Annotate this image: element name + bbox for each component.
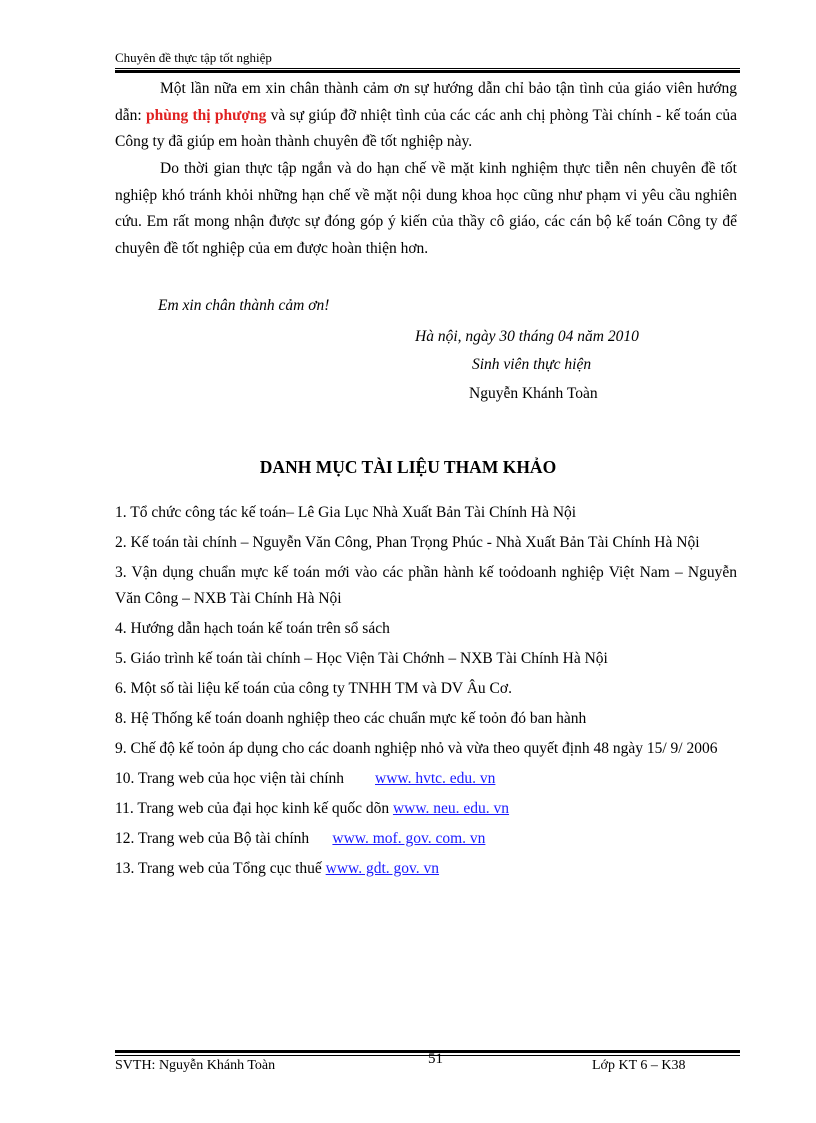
reference-item: 4. Hướng dẫn hạch toán kế toán trên sổ sách — [115, 620, 390, 637]
signature-date: Hà nội, ngày 30 tháng 04 năm 2010 — [415, 328, 639, 345]
header-rule-thick — [115, 70, 740, 73]
reference-item: 8. Hệ Thống kế toán doanh nghiệp theo các chuẩn mực kế toỏn đó ban hành — [115, 710, 587, 727]
reference-item: 5. Giáo trình kế toán tài chính – Học Viện Tài Chớnh – NXB Tài Chính Hà Nội — [115, 650, 608, 667]
signature-role: Sinh viên thực hiện — [472, 356, 592, 373]
thanks-line: Em xin chân thành cảm ơn! — [158, 297, 330, 314]
reference-link[interactable]: www. hvtc. edu. vn — [375, 770, 496, 787]
reference-item: 3. Vận dụng chuẩn mực kế toán mới vào các phần hành kế toỏdoanh nghiệp Việt Nam – Nguyễn Văn Công – NXB Tài Chính Hà Nội — [115, 564, 737, 607]
reference-link[interactable]: www. gdt. gov. vn — [325, 860, 440, 877]
reference-item: 11. Trang web của đại học kinh kế quốc dõn www. neu. edu. vn — [115, 800, 510, 817]
footer-class: Lớp KT 6 – K38 — [592, 1058, 686, 1073]
page-number: 51 — [428, 1051, 443, 1067]
reference-item: 1. Tổ chức công tác kế toán– Lê Gia Lục Nhà Xuất Bản Tài Chính Hà Nội — [115, 504, 577, 521]
footer-student: SVTH: Nguyễn Khánh Toàn — [115, 1058, 276, 1073]
reference-item: 9. Chế độ kế toỏn áp dụng cho các doanh nghiệp nhỏ và vừa theo quyết định 48 ngày 15/ 9/ 2006 — [115, 740, 718, 757]
signature-name: Nguyễn Khánh Toàn — [469, 385, 598, 402]
references-title: DANH MỤC TÀI LIỆU THAM KHẢO — [259, 457, 557, 477]
reference-item: 6. Một số tài liệu kế toán của công ty TNHH TM và DV Âu Cơ. — [115, 680, 512, 697]
reference-item: 13. Trang web của Tổng cục thuế www. gdt. gov. vn — [115, 860, 440, 877]
reference-item: 2. Kế toán tài chính – Nguyễn Văn Công, Phan Trọng Phúc - Nhà Xuất Bản Tài Chính Hà Nội — [115, 534, 700, 551]
reference-link[interactable]: www. neu. edu. vn — [392, 800, 510, 817]
p1-text-before: Một lần nữa em xin chân thành cảm ơn sự hướng dẫn chỉ bảo tận tình của giáo viên hướng dẫn: — [115, 80, 737, 124]
references-list — [115, 500, 737, 886]
supervisor-name: phùng thị phượng — [145, 106, 267, 124]
reference-link[interactable]: www. mof. gov. com. vn — [332, 830, 486, 847]
reference-item: 10. Trang web của học viện tài chính www. hvtc. edu. vn — [115, 770, 496, 787]
p1-text-after: và sự giúp đỡ nhiệt tình của các các anh chị phòng Tài chính - kế toán của Công ty đã giúp em hoàn thành chuyên đề tốt nghiệp này. — [115, 106, 737, 150]
reference-item: 12. Trang web của Bộ tài chính www. mof. gov. com. vn — [115, 830, 486, 847]
acknowledgement-paragraph-1 — [115, 76, 737, 156]
running-header: Chuyên đề thực tập tốt nghiệp — [115, 50, 272, 65]
header-rule-thin — [115, 68, 740, 69]
acknowledgement-paragraph-2: Do thời gian thực tập ngắn và do hạn chế về mặt kinh nghiệm thực tiễn nên chuyên đề tốt nghiệp khó tránh khỏi những hạn chế về mặt nội dung khoa học cũng như phạm vi yêu cầu nghiên cứu. Em rất mong nhận được sự đóng góp ý kiến của thầy cô giáo, các cán bộ kế toán Công ty để chuyên đề tốt nghiệp của em được hoàn thiện hơn. — [115, 160, 737, 257]
